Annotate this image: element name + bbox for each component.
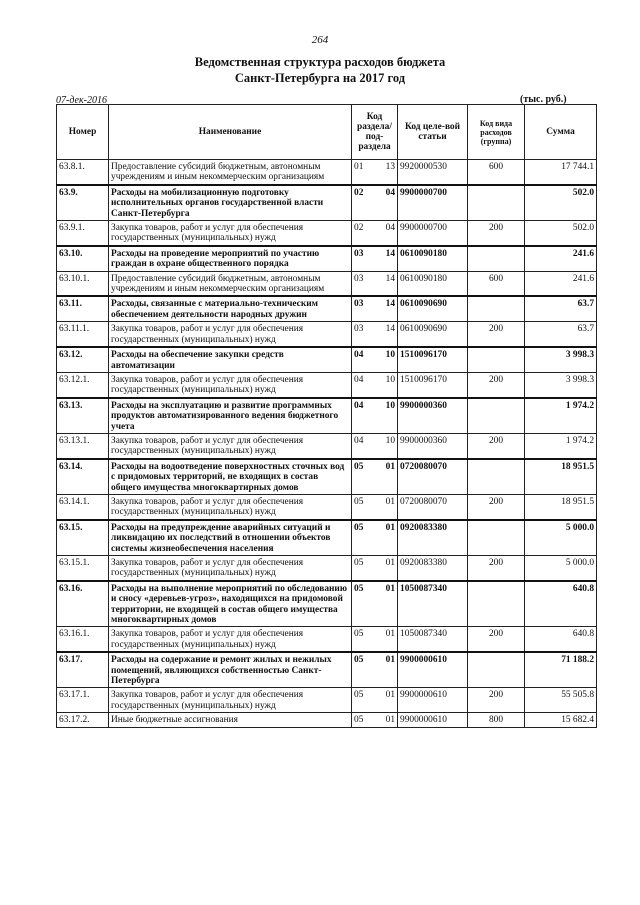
row-razdel: 04 [352, 347, 372, 372]
row-razdel: 03 [352, 246, 372, 271]
row-razdel: 05 [352, 688, 372, 713]
row-name: Расходы, связанные с материально-техническим обеспечением деятельности народных дружин [109, 296, 352, 321]
row-name: Закупка товаров, работ и услуг для обеспечения государственных (муниципальных) нужд [109, 372, 352, 397]
row-csr: 0610090690 [398, 296, 468, 321]
units-label: (тыс. руб.) [520, 94, 567, 105]
row-podrazdel: 10 [372, 398, 398, 434]
row-name: Расходы на эксплуатацию и развитие программных продуктов автоматизированного ведения бюджетного учета [109, 398, 352, 434]
row-razdel: 03 [352, 271, 372, 296]
row-sum: 3 998.3 [525, 372, 597, 397]
row-number: 63.10. [57, 246, 109, 271]
row-csr: 0920083380 [398, 556, 468, 581]
row-razdel: 05 [352, 581, 372, 627]
row-sum: 502.0 [525, 185, 597, 221]
row-vr: 200 [468, 372, 525, 397]
row-number: 63.15.1. [57, 556, 109, 581]
row-sum: 63.7 [525, 322, 597, 347]
table-row [57, 296, 597, 321]
row-sum: 5 000.0 [525, 556, 597, 581]
row-vr [468, 246, 525, 271]
row-vr: 200 [468, 556, 525, 581]
row-vr: 600 [468, 160, 525, 185]
table-row [57, 433, 597, 458]
row-sum: 640.8 [525, 627, 597, 652]
row-name: Расходы на проведение мероприятий по участию граждан в охране общественного порядка [109, 246, 352, 271]
table-header-row [57, 105, 597, 160]
row-vr: 200 [468, 221, 525, 246]
table-row [57, 372, 597, 397]
table-row [57, 688, 597, 713]
row-number: 63.12.1. [57, 372, 109, 397]
row-vr [468, 652, 525, 688]
row-sum: 18 951.5 [525, 459, 597, 495]
header-num: Номер [57, 105, 109, 160]
document-title [0, 54, 640, 86]
row-vr: 800 [468, 713, 525, 727]
row-sum: 502.0 [525, 221, 597, 246]
row-razdel: 03 [352, 322, 372, 347]
table-row [57, 347, 597, 372]
row-podrazdel: 01 [372, 556, 398, 581]
row-podrazdel: 04 [372, 221, 398, 246]
header-name: Наименование [109, 105, 352, 160]
document-date: 07-дек-2016 [56, 95, 107, 106]
row-csr: 9900000610 [398, 688, 468, 713]
row-csr: 1050087340 [398, 581, 468, 627]
row-vr [468, 459, 525, 495]
row-vr: 200 [468, 433, 525, 458]
row-name: Расходы на обеспечение закупки средств автоматизации [109, 347, 352, 372]
row-vr: 200 [468, 627, 525, 652]
row-number: 63.13.1. [57, 433, 109, 458]
row-sum: 18 951.5 [525, 494, 597, 519]
row-name: Расходы на водоотведение поверхностных сточных вод с придомовых территорий, не входящих в состав общего имущества многоквартирных домов [109, 459, 352, 495]
table-row [57, 185, 597, 221]
row-podrazdel: 01 [372, 652, 398, 688]
row-csr: 9900000700 [398, 221, 468, 246]
row-podrazdel: 01 [372, 713, 398, 727]
row-csr: 1510096170 [398, 347, 468, 372]
row-csr: 0720080070 [398, 459, 468, 495]
row-razdel: 05 [352, 494, 372, 519]
table-row [57, 221, 597, 246]
row-podrazdel: 01 [372, 494, 398, 519]
row-vr [468, 296, 525, 321]
row-number: 63.9.1. [57, 221, 109, 246]
row-podrazdel: 01 [372, 688, 398, 713]
row-razdel: 02 [352, 185, 372, 221]
title-line-2: Санкт-Петербурга на 2017 год [234, 71, 406, 85]
row-number: 63.14.1. [57, 494, 109, 519]
row-vr [468, 581, 525, 627]
row-csr: 9900000700 [398, 185, 468, 221]
row-number: 63.17.1. [57, 688, 109, 713]
row-csr: 9900000360 [398, 433, 468, 458]
row-podrazdel: 01 [372, 581, 398, 627]
table-body [57, 160, 597, 728]
row-podrazdel: 10 [372, 347, 398, 372]
row-csr: 9900000610 [398, 652, 468, 688]
table-row [57, 581, 597, 627]
row-vr [468, 347, 525, 372]
row-number: 63.9. [57, 185, 109, 221]
row-name: Расходы на предупреждение аварийных ситуаций и ликвидацию их последствий в отношении объектов системы жизнеобеспечения населения [109, 520, 352, 556]
row-number: 63.16.1. [57, 627, 109, 652]
table-row [57, 398, 597, 434]
row-razdel: 05 [352, 627, 372, 652]
row-name: Расходы на выполнение мероприятий по обследованию и сносу «деревьев-угроз», находящихся на придомовой территории, не входящей в состав общего имущества многоквартирных домов [109, 581, 352, 627]
row-razdel: 05 [352, 556, 372, 581]
row-podrazdel: 14 [372, 322, 398, 347]
row-number: 63.10.1. [57, 271, 109, 296]
row-name: Иные бюджетные ассигнования [109, 713, 352, 727]
row-vr: 200 [468, 322, 525, 347]
row-vr: 200 [468, 494, 525, 519]
table-row [57, 459, 597, 495]
row-vr [468, 520, 525, 556]
row-name: Предоставление субсидий бюджетным, автономным учреждениям и иным некоммерческим организациям [109, 271, 352, 296]
table-row [57, 160, 597, 185]
row-podrazdel: 14 [372, 296, 398, 321]
row-sum: 1 974.2 [525, 398, 597, 434]
table-row [57, 246, 597, 271]
row-razdel: 04 [352, 433, 372, 458]
row-csr: 0610090690 [398, 322, 468, 347]
row-name: Закупка товаров, работ и услуг для обеспечения государственных (муниципальных) нужд [109, 556, 352, 581]
table-row [57, 713, 597, 727]
row-csr: 9900000360 [398, 398, 468, 434]
row-razdel: 05 [352, 459, 372, 495]
title-line-1: Ведомственная структура расходов бюджета [194, 55, 446, 69]
row-sum: 3 998.3 [525, 347, 597, 372]
row-podrazdel: 04 [372, 185, 398, 221]
table-row [57, 556, 597, 581]
row-number: 63.12. [57, 347, 109, 372]
row-sum: 63.7 [525, 296, 597, 321]
row-number: 63.17.2. [57, 713, 109, 727]
table-row [57, 627, 597, 652]
row-podrazdel: 14 [372, 246, 398, 271]
row-number: 63.16. [57, 581, 109, 627]
row-name: Расходы на мобилизационную подготовку исполнительных органов государственной власти Санкт-Петербурга [109, 185, 352, 221]
row-sum: 71 188.2 [525, 652, 597, 688]
row-sum: 15 682.4 [525, 713, 597, 727]
row-number: 63.14. [57, 459, 109, 495]
table-row [57, 322, 597, 347]
row-razdel: 05 [352, 713, 372, 727]
row-podrazdel: 01 [372, 627, 398, 652]
row-razdel: 01 [352, 160, 372, 185]
row-csr: 0720080070 [398, 494, 468, 519]
row-sum: 1 974.2 [525, 433, 597, 458]
row-number: 63.11.1. [57, 322, 109, 347]
row-name: Расходы на содержание и ремонт жилых и нежилых помещений, являющихся собственностью Санкт-Петербурга [109, 652, 352, 688]
row-name: Закупка товаров, работ и услуг для обеспечения государственных (муниципальных) нужд [109, 322, 352, 347]
row-number: 63.13. [57, 398, 109, 434]
row-podrazdel: 14 [372, 271, 398, 296]
row-csr: 0610090180 [398, 246, 468, 271]
budget-table [56, 104, 597, 728]
row-podrazdel: 10 [372, 433, 398, 458]
table-row [57, 652, 597, 688]
row-razdel: 02 [352, 221, 372, 246]
row-podrazdel: 01 [372, 459, 398, 495]
header-csr: Код целе-вой статьи [398, 105, 468, 160]
row-sum: 5 000.0 [525, 520, 597, 556]
header-sum: Сумма [525, 105, 597, 160]
row-razdel: 04 [352, 372, 372, 397]
page-number: 264 [311, 34, 329, 46]
row-number: 63.8.1. [57, 160, 109, 185]
table-row [57, 520, 597, 556]
row-sum: 640.8 [525, 581, 597, 627]
table-row [57, 494, 597, 519]
row-number: 63.11. [57, 296, 109, 321]
table-row [57, 271, 597, 296]
row-vr [468, 398, 525, 434]
row-csr: 1050087340 [398, 627, 468, 652]
row-razdel: 05 [352, 520, 372, 556]
row-razdel: 03 [352, 296, 372, 321]
header-vr: Код вида расходов (группа) [468, 105, 525, 160]
row-podrazdel: 01 [372, 520, 398, 556]
row-name: Предоставление субсидий бюджетным, автономным учреждениям и иным некоммерческим организациям [109, 160, 352, 185]
row-name: Закупка товаров, работ и услуг для обеспечения государственных (муниципальных) нужд [109, 688, 352, 713]
row-number: 63.15. [57, 520, 109, 556]
row-vr: 200 [468, 688, 525, 713]
row-csr: 0920083380 [398, 520, 468, 556]
row-name: Закупка товаров, работ и услуг для обеспечения государственных (муниципальных) нужд [109, 221, 352, 246]
row-csr: 9900000610 [398, 713, 468, 727]
header-razdel: Код раздела/ под-раздела [352, 105, 398, 160]
row-name: Закупка товаров, работ и услуг для обеспечения государственных (муниципальных) нужд [109, 433, 352, 458]
row-csr: 1510096170 [398, 372, 468, 397]
row-podrazdel: 13 [372, 160, 398, 185]
row-sum: 55 505.8 [525, 688, 597, 713]
row-sum: 241.6 [525, 246, 597, 271]
row-vr: 600 [468, 271, 525, 296]
row-razdel: 04 [352, 398, 372, 434]
row-sum: 241.6 [525, 271, 597, 296]
row-sum: 17 744.1 [525, 160, 597, 185]
row-name: Закупка товаров, работ и услуг для обеспечения государственных (муниципальных) нужд [109, 627, 352, 652]
row-podrazdel: 10 [372, 372, 398, 397]
row-name: Закупка товаров, работ и услуг для обеспечения государственных (муниципальных) нужд [109, 494, 352, 519]
row-csr: 0610090180 [398, 271, 468, 296]
row-number: 63.17. [57, 652, 109, 688]
row-razdel: 05 [352, 652, 372, 688]
row-csr: 9920000530 [398, 160, 468, 185]
row-vr [468, 185, 525, 221]
